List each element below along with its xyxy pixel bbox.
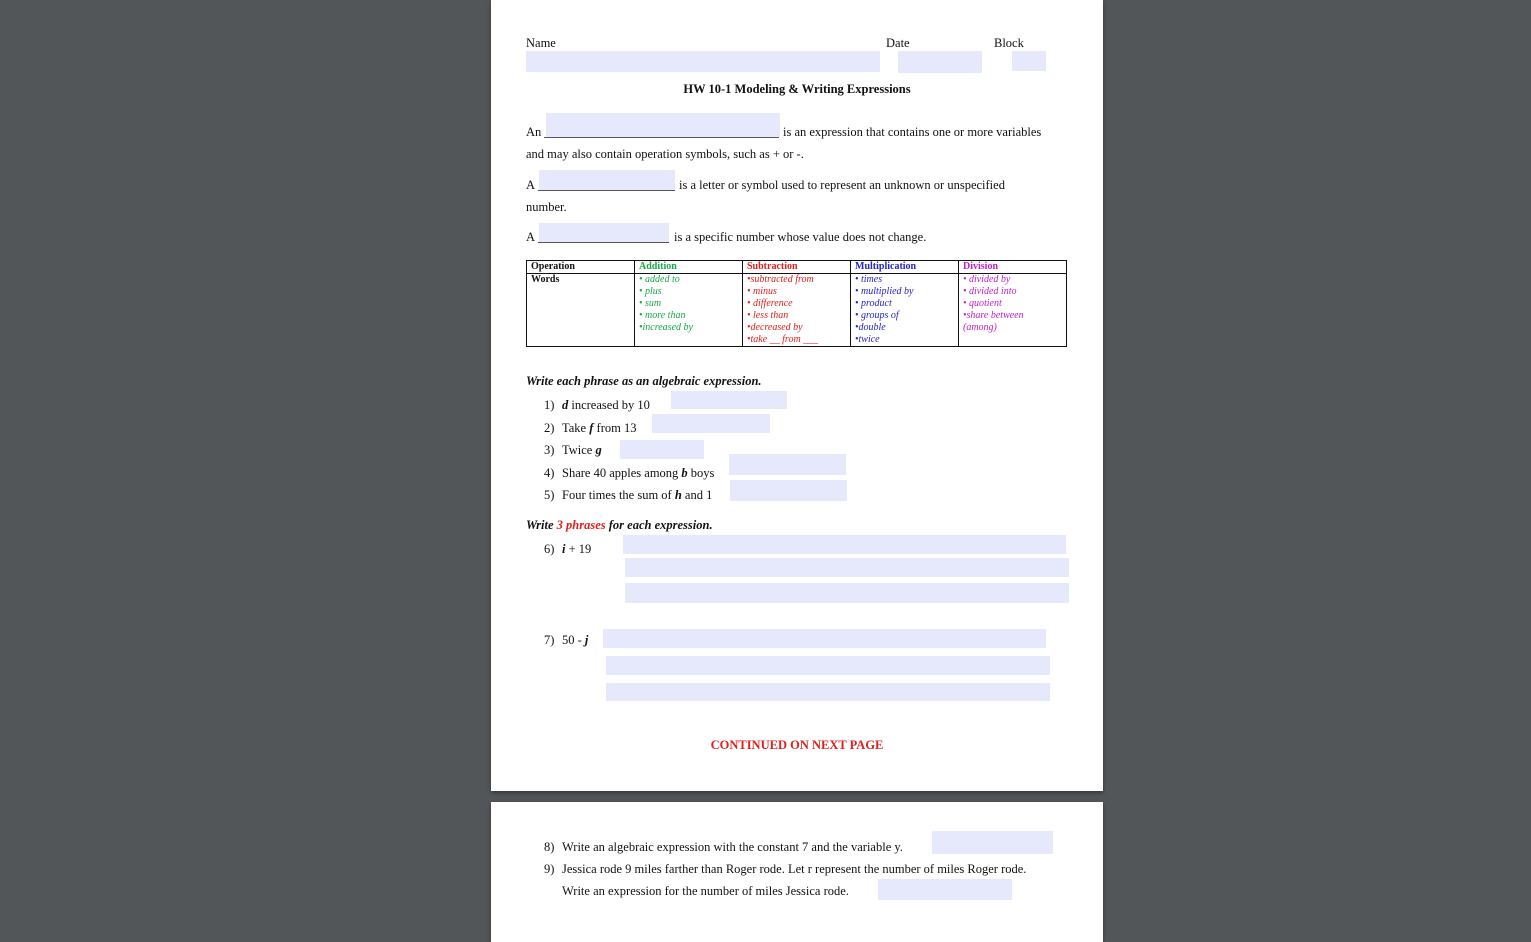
division-word: • quotient xyxy=(963,298,1002,309)
multiplication-word: •twice xyxy=(855,334,880,345)
q5-text-after: and 1 xyxy=(681,488,713,502)
q8-answer-field[interactable] xyxy=(932,831,1053,854)
def3-suffix: is a specific number whose value does not change. xyxy=(674,230,927,244)
q9-number: 9) xyxy=(544,862,555,876)
worksheet-page-2 xyxy=(491,802,1103,942)
multiplication-word: •double xyxy=(855,322,886,333)
division-word: (among) xyxy=(963,322,997,333)
addition-word: • more than xyxy=(639,310,686,321)
q5-text-before: Four times the sum of xyxy=(562,488,675,502)
q1-text xyxy=(562,397,650,413)
def1-answer-field[interactable] xyxy=(546,113,780,137)
q5-variable: h xyxy=(674,488,682,502)
section2-instruction-highlight: 3 phrases xyxy=(556,518,606,532)
row-label-words: Words xyxy=(527,274,635,347)
subtraction-words xyxy=(743,274,851,347)
q7-number: 7) xyxy=(544,633,555,647)
multiplication-word: • times xyxy=(855,274,883,285)
subtraction-word: •take __ from ___ xyxy=(747,334,819,345)
q7-phrase-2-field[interactable] xyxy=(606,656,1050,675)
header-addition: Addition xyxy=(635,261,743,274)
name-field[interactable] xyxy=(526,51,880,72)
q6-expression-rest: + 19 xyxy=(565,542,592,556)
q6-phrase-3-field[interactable] xyxy=(625,583,1069,603)
q7-variable: j xyxy=(584,633,589,647)
subtraction-word: •decreased by xyxy=(747,322,803,333)
q3-variable: g xyxy=(595,443,602,457)
header-multiplication: Multiplication xyxy=(851,261,959,274)
continued-notice: CONTINUED ON NEXT PAGE xyxy=(710,738,884,752)
addition-word: •increased by xyxy=(639,322,693,333)
header-subtraction: Subtraction xyxy=(743,261,851,274)
def3-prefix: A xyxy=(526,230,536,244)
q9-text-line1: Jessica rode 9 miles farther than Roger rode. Let r represent the number of miles Roger rode. xyxy=(562,862,1027,876)
q1-answer-field[interactable] xyxy=(671,391,787,409)
name-label: Name xyxy=(526,36,556,50)
operation-words-table xyxy=(526,260,1067,347)
q1-text-after: increased by 10 xyxy=(568,398,650,412)
block-field[interactable] xyxy=(1012,51,1046,71)
def3-underline xyxy=(538,242,669,243)
section1-instruction: Write each phrase as an algebraic expression. xyxy=(526,374,762,388)
def2-suffix: is a letter or symbol used to represent an unknown or unspecified xyxy=(679,178,1005,192)
date-label: Date xyxy=(886,36,910,50)
q4-text-after: boys xyxy=(687,466,715,480)
q9-answer-field[interactable] xyxy=(878,879,1012,900)
q8-number: 8) xyxy=(544,840,555,854)
section2-instruction xyxy=(526,517,713,533)
q6-variable: i xyxy=(562,542,566,556)
worksheet-page-1 xyxy=(491,0,1103,791)
q3-text-before: Twice xyxy=(562,443,596,457)
worksheet-title: HW 10-1 Modeling & Writing Expressions xyxy=(683,82,911,96)
q4-text-before: Share 40 apples among xyxy=(562,466,682,480)
q8-text: Write an algebraic expression with the constant 7 and the variable y. xyxy=(562,840,903,854)
subtraction-word: • less than xyxy=(747,310,789,321)
addition-word: • added to xyxy=(639,274,680,285)
def2-underline xyxy=(538,190,675,191)
def1-line2: and may also contain operation symbols, such as + or -. xyxy=(526,147,804,161)
q7-expression xyxy=(562,632,588,648)
def2-prefix: A xyxy=(526,178,536,192)
q2-number: 2) xyxy=(544,421,555,435)
subtraction-word: •subtracted from xyxy=(747,274,814,285)
q4-text xyxy=(562,465,714,481)
q3-number: 3) xyxy=(544,443,555,457)
def1-suffix: is an expression that contains one or more variables xyxy=(783,125,1042,139)
q6-expression xyxy=(562,541,591,557)
q5-answer-field[interactable] xyxy=(730,480,847,501)
multiplication-word: • product xyxy=(855,298,892,309)
q4-variable: b xyxy=(681,466,688,480)
addition-word: • sum xyxy=(639,298,662,309)
division-words xyxy=(959,274,1067,347)
subtraction-word: • minus xyxy=(747,286,777,297)
q5-text xyxy=(562,487,712,503)
q7-phrase-3-field[interactable] xyxy=(606,683,1050,701)
q6-phrase-1-field[interactable] xyxy=(623,535,1066,554)
q9-text-line2: Write an expression for the number of miles Jessica rode. xyxy=(562,884,849,898)
q6-phrase-2-field[interactable] xyxy=(625,558,1069,577)
def3-answer-field[interactable] xyxy=(539,223,669,242)
q6-number: 6) xyxy=(544,542,555,556)
multiplication-word: • groups of xyxy=(855,310,899,321)
division-word: •share between xyxy=(963,310,1024,321)
header-division: Division xyxy=(959,261,1067,274)
q5-number: 5) xyxy=(544,488,555,502)
q1-variable: d xyxy=(562,398,569,412)
q2-variable: f xyxy=(589,421,594,435)
q7-phrase-1-field[interactable] xyxy=(603,629,1046,648)
def2-answer-field[interactable] xyxy=(539,170,675,190)
division-word: • divided into xyxy=(963,286,1017,297)
addition-words xyxy=(635,274,743,347)
def1-prefix: An xyxy=(526,125,542,139)
q2-text-before: Take xyxy=(562,421,590,435)
q4-number: 4) xyxy=(544,466,555,480)
block-label: Block xyxy=(994,36,1024,50)
subtraction-word: • difference xyxy=(747,298,793,309)
addition-word: • plus xyxy=(639,286,662,297)
division-word: • divided by xyxy=(963,274,1011,285)
def1-underline xyxy=(544,137,779,138)
multiplication-word: • multiplied by xyxy=(855,286,914,297)
q3-text xyxy=(562,442,602,458)
section2-instruction-after: for each expression. xyxy=(605,518,713,532)
q2-text-after: from 13 xyxy=(593,421,637,435)
q3-answer-field[interactable] xyxy=(620,440,704,459)
q2-text xyxy=(562,420,636,436)
q4-answer-field[interactable] xyxy=(729,454,846,475)
def2-line2: number. xyxy=(526,200,567,214)
q2-answer-field[interactable] xyxy=(652,414,770,433)
section2-instruction-before: Write xyxy=(526,518,557,532)
q7-expression-pre: 50 - xyxy=(562,633,585,647)
date-field[interactable] xyxy=(898,51,982,73)
multiplication-words xyxy=(851,274,959,347)
q1-number: 1) xyxy=(544,398,555,412)
header-operation: Operation xyxy=(527,261,635,274)
